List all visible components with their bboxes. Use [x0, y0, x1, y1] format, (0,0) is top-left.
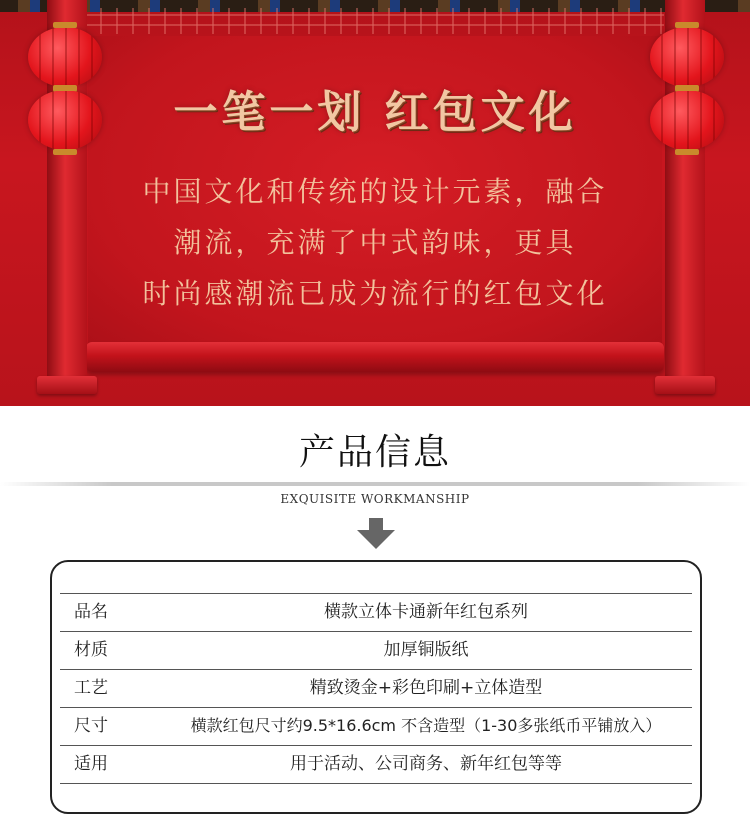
table-row — [60, 593, 692, 632]
right-pillar-base — [655, 376, 715, 394]
row-value: 横款红包尺寸约9.5*16.6cm 不含造型（1-30多张纸币平铺放入） — [190, 716, 662, 735]
row-key: 材质 — [74, 640, 108, 660]
table-row — [60, 669, 692, 708]
table-row — [60, 707, 692, 746]
hero-banner — [0, 0, 750, 406]
section-divider — [0, 482, 750, 486]
section-subtitle: EXQUISITE WORKMANSHIP — [280, 492, 470, 506]
banner-line: 时尚感潮流已成为流行的红包文化 — [142, 277, 608, 310]
scroll-roll-bottom — [86, 342, 664, 372]
row-key: 工艺 — [74, 678, 108, 698]
row-key: 适用 — [74, 754, 108, 774]
table-row — [60, 745, 692, 784]
section-title: 产品信息 — [298, 432, 451, 473]
left-pillar-base — [37, 376, 97, 394]
banner-line: 中国文化和传统的设计元素，融合 — [142, 175, 608, 208]
row-value: 横款立体卡通新年红包系列 — [324, 602, 528, 622]
row-value: 用于活动、公司商务、新年红包等等 — [290, 754, 562, 774]
row-value: 精致烫金+彩色印刷+立体造型 — [309, 678, 543, 698]
banner-description — [88, 166, 662, 319]
banner-title: 一笔一划 红包文化 — [173, 87, 577, 138]
row-key: 品名 — [74, 602, 108, 622]
banner-line: 潮流，充满了中式韵味，更具 — [173, 226, 577, 259]
table-row — [60, 631, 692, 670]
row-key: 尺寸 — [74, 716, 108, 736]
arrow-down-icon — [357, 518, 395, 550]
lattice-decoration — [86, 8, 664, 34]
row-value: 加厚铜版纸 — [383, 640, 469, 660]
